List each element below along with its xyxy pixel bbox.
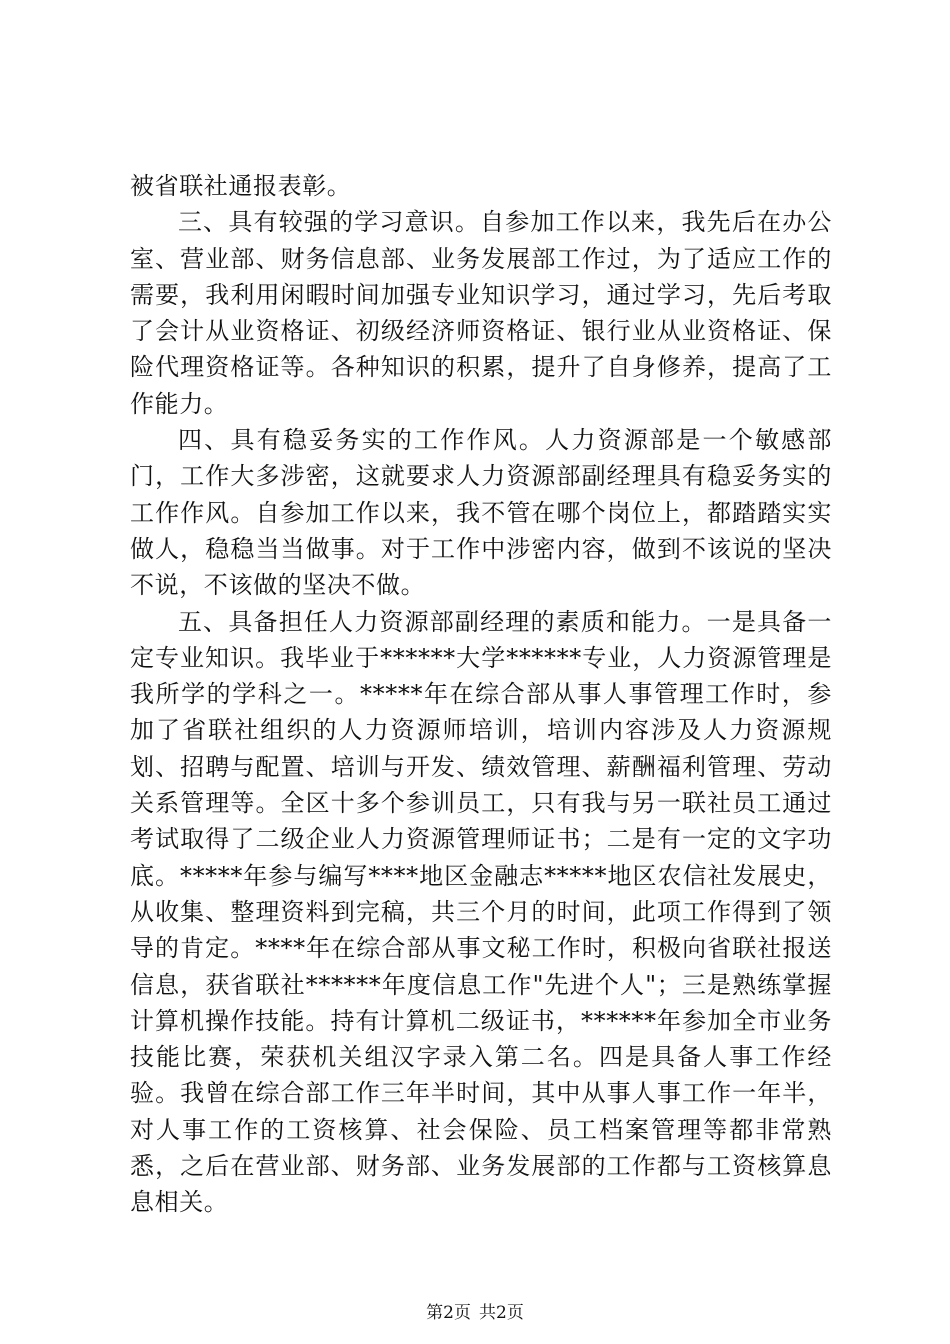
page-total: 共2页 bbox=[479, 1303, 524, 1323]
paragraph-learning-awareness: 三、具有较强的学习意识。自参加工作以来，我先后在办公室、营业部、财务信息部、业务发展部工作过，为了适应工作的需要，我利用闲暇时间加强专业知识学习，通过学习，先后考取了会计从业资格证、初级经济师资格证、银行业从业资格证、保险代理资格证等。各种知识的积累，提升了自身修养，提高了工作能力。 bbox=[130, 208, 832, 418]
paragraph-qualifications: 五、具备担任人力资源部副经理的素质和能力。一是具备一定专业知识。我毕业于******大学******专业，人力资源管理是我所学的学科之一。*****年在综合部从事人事管理工作时，参加了省联社组织的人力资源师培训，培训内容涉及人力资源规划、招聘与配置、培训与开发、绩效管理、薪酬福利管理、劳动关系管理等。全区十多个参训员工，只有我与另一联社员工通过考试取得了二级企业人力资源管理师证书；二是有一定的文字功底。*****年参与编写****地区金融志*****地区农信社发展史，从收集、整理资料到完稿，共三个月的时间，此项工作得到了领导的肯定。****年在综合部从事文秘工作时，积极向省联社报送信息，获省联社******年度信息工作"先进个人"；三是熟练掌握计算机操作技能。持有计算机二级证书，******年参加全市业务技能比赛，荣获机关组汉字录入第二名。四是具备人事工作经验。我曾在综合部工作三年半时间，其中从事人事工作一年半，对人事工作的工资核算、社会保险、员工档案管理等都非常熟悉，之后在营业部、财务部、业务发展部的工作都与工资核算息息相关。 bbox=[130, 607, 832, 1217]
paragraph-continuation: 被省联社通报表彰。 bbox=[130, 172, 352, 200]
paragraph-work-style: 四、具有稳妥务实的工作作风。人力资源部是一个敏感部门，工作大多涉密，这就要求人力资源部副经理具有稳妥务实的工作作风。自参加工作以来，我不管在哪个岗位上，都踏踏实实做人，稳稳当当做事。对于工作中涉密内容，做到不该说的坚决不说，不该做的坚决不做。 bbox=[130, 426, 832, 600]
page-number: 第2页 bbox=[426, 1303, 471, 1323]
page-footer bbox=[0, 1302, 950, 1324]
document-body bbox=[130, 168, 832, 1221]
